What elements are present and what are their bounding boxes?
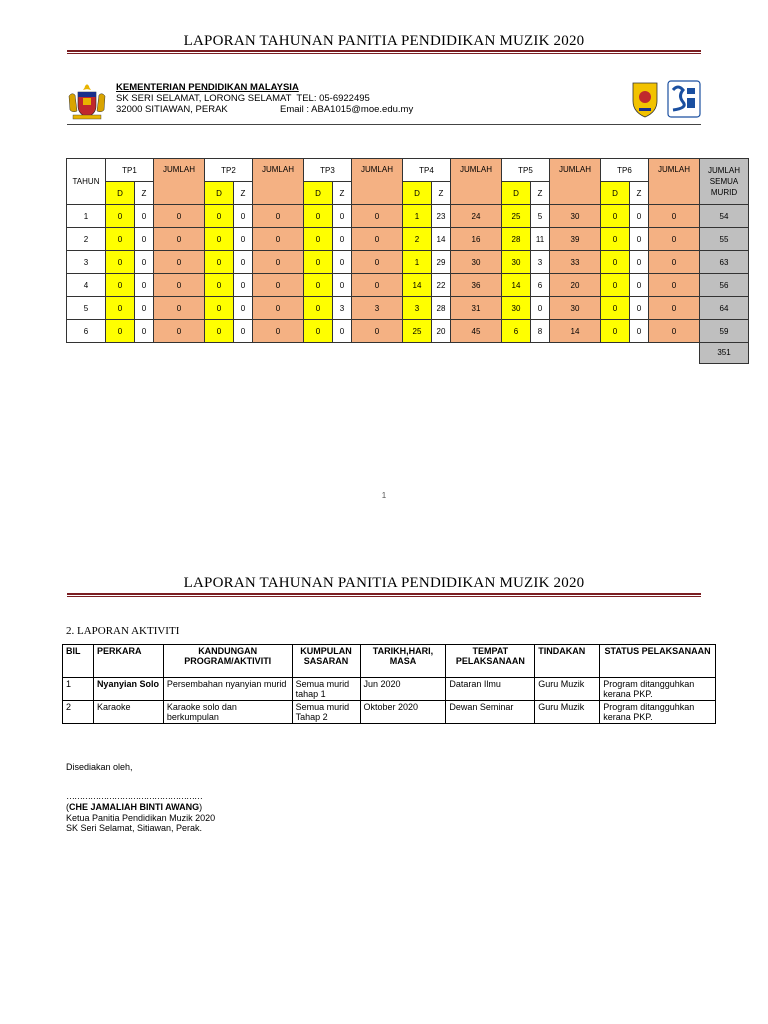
d-cell: 0: [601, 228, 630, 251]
tahun-cell: 6: [67, 320, 106, 343]
signatory-school: SK Seri Selamat, Sitiawan, Perak.: [66, 823, 203, 833]
d-cell: 6: [502, 320, 531, 343]
jumlah-cell: 0: [154, 228, 205, 251]
jumlah-cell: 0: [352, 228, 403, 251]
jumlah-cell: 14: [550, 320, 601, 343]
z-cell: 11: [531, 228, 550, 251]
d-header: D: [304, 182, 333, 205]
table-row: [67, 251, 749, 274]
jumlah-cell: 0: [253, 251, 304, 274]
page-2-title-rule: [67, 593, 701, 597]
jumlah-cell: 0: [253, 205, 304, 228]
table-row: [67, 228, 749, 251]
z-cell: 6: [531, 274, 550, 297]
z-cell: 0: [630, 205, 649, 228]
d-cell: 28: [502, 228, 531, 251]
activity-cell: Program ditangguhkan kerana PKP.: [600, 701, 716, 724]
activity-cell: Karaoke solo dan berkumpulan: [163, 701, 292, 724]
z-cell: 22: [432, 274, 451, 297]
table-row: [63, 701, 716, 724]
jumlah-cell: 45: [451, 320, 502, 343]
d-cell: 0: [106, 251, 135, 274]
jumlah-cell: 36: [451, 274, 502, 297]
z-cell: 0: [135, 251, 154, 274]
activity-cell: 1: [63, 678, 94, 701]
d-cell: 25: [403, 320, 432, 343]
activity-cell: Semua murid tahap 1: [292, 678, 360, 701]
z-cell: 3: [531, 251, 550, 274]
jumlah-semua-murid-header: JUMLAH SEMUA MURID: [700, 159, 749, 205]
school-logo-icon: [667, 80, 701, 118]
activity-cell: Guru Muzik: [535, 678, 600, 701]
z-cell: 0: [234, 251, 253, 274]
address-line-2: 32000 SITIAWAN, PERAK: [116, 104, 228, 115]
activity-column-header: TINDAKAN: [535, 645, 600, 678]
jumlah-cell: 39: [550, 228, 601, 251]
signatory-name: (CHE JAMALIAH BINTI AWANG): [66, 802, 203, 812]
signatory-name-text: CHE JAMALIAH BINTI AWANG: [69, 802, 200, 812]
jumlah-cell: 0: [649, 205, 700, 228]
jumlah-cell: 0: [253, 274, 304, 297]
prepared-by-label: Disediakan oleh,: [66, 762, 133, 772]
activity-cell: Oktober 2020: [360, 701, 446, 724]
tahun-cell: 4: [67, 274, 106, 297]
jumlah-cell: 0: [154, 205, 205, 228]
level-header: TP2: [205, 159, 253, 182]
z-header: Z: [432, 182, 451, 205]
jumlah-cell: 0: [649, 228, 700, 251]
table-row: [67, 274, 749, 297]
z-header: Z: [630, 182, 649, 205]
activity-cell: Jun 2020: [360, 678, 446, 701]
level-header: TP6: [601, 159, 649, 182]
jumlah-header: JUMLAH: [550, 159, 601, 205]
z-cell: 23: [432, 205, 451, 228]
jumlah-header: JUMLAH: [253, 159, 304, 205]
z-cell: 0: [333, 205, 352, 228]
table-row: [67, 205, 749, 228]
d-cell: 0: [304, 320, 333, 343]
jumlah-cell: 30: [550, 297, 601, 320]
jumlah-cell: 0: [649, 274, 700, 297]
z-cell: 0: [234, 205, 253, 228]
activity-header-row: [63, 645, 716, 678]
z-header: Z: [531, 182, 550, 205]
jumlah-cell: 0: [352, 251, 403, 274]
d-cell: 0: [304, 228, 333, 251]
activity-column-header: STATUS PELAKSANAAN: [600, 645, 716, 678]
activity-column-header: TEMPAT PELAKSANAAN: [446, 645, 535, 678]
d-cell: 0: [601, 251, 630, 274]
d-cell: 1: [403, 251, 432, 274]
total-cell: 64: [700, 297, 749, 320]
activity-cell: Program ditangguhkan kerana PKP.: [600, 678, 716, 701]
d-cell: 3: [403, 297, 432, 320]
d-header: D: [205, 182, 234, 205]
jumlah-cell: 0: [154, 274, 205, 297]
z-cell: 0: [531, 297, 550, 320]
z-cell: 0: [135, 320, 154, 343]
d-cell: 0: [205, 274, 234, 297]
jumlah-cell: 0: [253, 320, 304, 343]
title-rule: [67, 50, 701, 54]
tahun-header: TAHUN: [67, 159, 106, 205]
z-cell: 0: [630, 320, 649, 343]
d-cell: 1: [403, 205, 432, 228]
ministry-name: KEMENTERIAN PENDIDIKAN MALAYSIA: [116, 82, 299, 93]
jumlah-cell: 33: [550, 251, 601, 274]
d-header: D: [502, 182, 531, 205]
jumlah-cell: 3: [352, 297, 403, 320]
tp-header-row: [67, 159, 749, 182]
page-2-title: LAPORAN TAHUNAN PANITIA PENDIDIKAN MUZIK 2020: [183, 575, 585, 591]
z-header: Z: [234, 182, 253, 205]
total-cell: 55: [700, 228, 749, 251]
z-header: Z: [333, 182, 352, 205]
total-cell: 56: [700, 274, 749, 297]
z-cell: 0: [630, 251, 649, 274]
d-cell: 0: [601, 320, 630, 343]
z-cell: 0: [135, 205, 154, 228]
activity-cell: Persembahan nyanyian murid: [163, 678, 292, 701]
d-cell: 14: [502, 274, 531, 297]
d-cell: 0: [601, 297, 630, 320]
activity-cell: Dataran Ilmu: [446, 678, 535, 701]
jumlah-cell: 31: [451, 297, 502, 320]
jumlah-cell: 24: [451, 205, 502, 228]
d-cell: 0: [106, 228, 135, 251]
d-header: D: [403, 182, 432, 205]
d-cell: 30: [502, 297, 531, 320]
signature-line: ……………………………………………: [66, 791, 202, 801]
d-cell: 0: [304, 274, 333, 297]
d-cell: 30: [502, 251, 531, 274]
d-cell: 25: [502, 205, 531, 228]
activity-column-header: KUMPULAN SASARAN: [292, 645, 360, 678]
jumlah-cell: 0: [352, 205, 403, 228]
page-title: LAPORAN TAHUNAN PANITIA PENDIDIKAN MUZIK 2020: [183, 33, 585, 49]
table-row: [67, 320, 749, 343]
jumlah-cell: 30: [550, 205, 601, 228]
d-header: D: [106, 182, 135, 205]
jumlah-cell: 0: [649, 320, 700, 343]
signatory-position: Ketua Panitia Pendidikan Muzik 2020: [66, 813, 216, 823]
jumlah-header: JUMLAH: [451, 159, 502, 205]
d-cell: 0: [601, 274, 630, 297]
table-row: [67, 297, 749, 320]
z-cell: 20: [432, 320, 451, 343]
total-cell: 54: [700, 205, 749, 228]
z-cell: 0: [135, 228, 154, 251]
school-crest-icon: [630, 80, 660, 120]
z-cell: 0: [333, 228, 352, 251]
letterhead: [116, 82, 413, 115]
tp-summary-table: [66, 158, 749, 364]
jumlah-cell: 0: [352, 320, 403, 343]
d-cell: 0: [205, 297, 234, 320]
d-cell: 0: [106, 320, 135, 343]
d-header: D: [601, 182, 630, 205]
z-cell: 8: [531, 320, 550, 343]
grand-total-cell: 351: [700, 343, 749, 364]
jumlah-cell: 0: [154, 297, 205, 320]
section-title: 2. LAPORAN AKTIVITI: [66, 625, 180, 637]
telephone: TEL: 05-6922495: [296, 93, 370, 104]
jumlah-cell: 0: [352, 274, 403, 297]
z-cell: 0: [234, 320, 253, 343]
z-header: Z: [135, 182, 154, 205]
z-cell: 29: [432, 251, 451, 274]
z-cell: 28: [432, 297, 451, 320]
total-cell: 59: [700, 320, 749, 343]
z-cell: 0: [234, 228, 253, 251]
d-cell: 2: [403, 228, 432, 251]
jumlah-cell: 0: [253, 297, 304, 320]
z-cell: 0: [333, 251, 352, 274]
activity-cell: Karaoke: [93, 701, 163, 724]
jumlah-cell: 0: [154, 320, 205, 343]
total-cell: 63: [700, 251, 749, 274]
email: Email : ABA1015@moe.edu.my: [280, 104, 414, 115]
z-cell: 0: [333, 320, 352, 343]
z-cell: 0: [234, 274, 253, 297]
table-row: [63, 678, 716, 701]
jumlah-header: JUMLAH: [649, 159, 700, 205]
d-cell: 0: [106, 205, 135, 228]
z-cell: 0: [630, 228, 649, 251]
jumlah-cell: 0: [649, 251, 700, 274]
malaysia-coat-of-arms-icon: [63, 82, 111, 122]
activity-column-header: PERKARA: [93, 645, 163, 678]
d-cell: 0: [304, 297, 333, 320]
activity-cell: 2: [63, 701, 94, 724]
jumlah-cell: 30: [451, 251, 502, 274]
jumlah-cell: 0: [649, 297, 700, 320]
tahun-cell: 3: [67, 251, 106, 274]
d-cell: 0: [106, 274, 135, 297]
jumlah-cell: 16: [451, 228, 502, 251]
level-header: TP1: [106, 159, 154, 182]
z-cell: 0: [630, 274, 649, 297]
activity-column-header: TARIKH,HARI, MASA: [360, 645, 446, 678]
d-cell: 0: [601, 205, 630, 228]
activity-column-header: BIL: [63, 645, 94, 678]
activity-cell: Dewan Seminar: [446, 701, 535, 724]
jumlah-cell: 0: [253, 228, 304, 251]
tahun-cell: 5: [67, 297, 106, 320]
z-cell: 0: [234, 297, 253, 320]
d-cell: 0: [304, 205, 333, 228]
z-cell: 3: [333, 297, 352, 320]
grand-total-row: [67, 343, 749, 364]
jumlah-cell: 0: [154, 251, 205, 274]
z-cell: 0: [333, 274, 352, 297]
level-header: TP4: [403, 159, 451, 182]
d-cell: 14: [403, 274, 432, 297]
d-cell: 0: [205, 228, 234, 251]
level-header: TP3: [304, 159, 352, 182]
page-number: 1: [381, 491, 387, 500]
level-header: TP5: [502, 159, 550, 182]
jumlah-header: JUMLAH: [352, 159, 403, 205]
activity-cell: Semua murid Tahap 2: [292, 701, 360, 724]
d-cell: 0: [304, 251, 333, 274]
tahun-cell: 2: [67, 228, 106, 251]
jumlah-header: JUMLAH: [154, 159, 205, 205]
jumlah-cell: 20: [550, 274, 601, 297]
tahun-cell: 1: [67, 205, 106, 228]
activity-cell: Nyanyian Solo: [93, 678, 163, 701]
activity-cell: Guru Muzik: [535, 701, 600, 724]
activity-column-header: KANDUNGAN PROGRAM/AKTIVITI: [163, 645, 292, 678]
activity-table: [62, 644, 716, 724]
blank-cell: [67, 343, 700, 364]
z-cell: 0: [135, 297, 154, 320]
d-cell: 0: [205, 205, 234, 228]
address-line-1: SK SERI SELAMAT, LORONG SELAMAT: [116, 93, 292, 104]
d-cell: 0: [205, 320, 234, 343]
z-cell: 14: [432, 228, 451, 251]
z-cell: 0: [135, 274, 154, 297]
d-cell: 0: [106, 297, 135, 320]
d-cell: 0: [205, 251, 234, 274]
letterhead-rule: [67, 124, 701, 125]
z-cell: 5: [531, 205, 550, 228]
z-cell: 0: [630, 297, 649, 320]
